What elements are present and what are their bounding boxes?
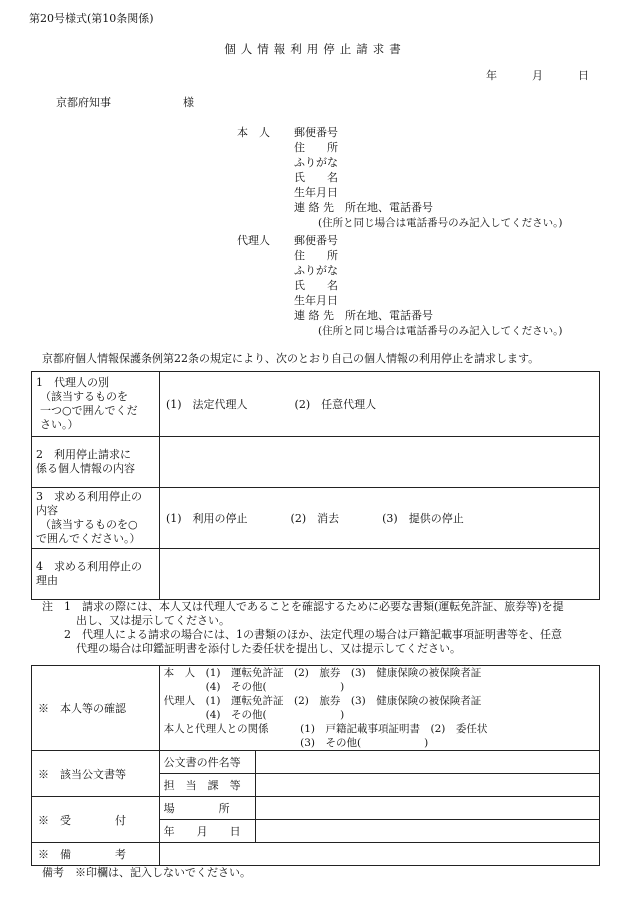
info-content-field[interactable] <box>159 437 599 488</box>
info-content-label <box>32 437 160 488</box>
principal-label: 本 人 <box>237 126 270 139</box>
footer-remark: 備考 ※印欄は、記入しないでください。 <box>42 866 251 879</box>
form-number: 第20号様式(第10条関係) <box>29 12 154 25</box>
dept-field[interactable] <box>255 774 599 797</box>
note-2-line-1: 2 代理人による請求の場合には、1の書類のほか、法定代理の場合は戸籍記載事項証明書等を、任意 <box>64 628 562 641</box>
label-line: さい。） <box>40 418 79 431</box>
note-1-line-2: 出し、又は提示してください。 <box>76 614 230 627</box>
agent-name[interactable]: 氏 名 <box>294 279 338 292</box>
label-line: 内容 <box>36 504 58 517</box>
principal-postal[interactable]: 郵便番号 <box>294 126 338 139</box>
label-line: （該当するものを <box>40 390 128 403</box>
agent-contact[interactable]: 連 絡 先 所在地、電話番号 <box>294 309 433 322</box>
agent-type-options <box>159 372 599 437</box>
label-line: 一つ○で囲んでくだ <box>40 404 138 417</box>
table-row <box>32 666 600 751</box>
receipt-label: ※ 受 付 <box>32 797 160 843</box>
reason-label <box>32 549 160 600</box>
agent-label: 代理人 <box>237 234 270 247</box>
confirm-line: 本 人 (1) 運転免許証 (2) 旅券 (3) 健康保険の被保険者証 <box>163 667 482 679</box>
label-line: 3 求める利用停止の <box>36 490 142 503</box>
confirm-line: 本人と代理人との関係 (1) 戸籍記載事項証明書 (2) 委任状 <box>163 723 488 735</box>
remarks-label: ※ 備 考 <box>32 843 160 866</box>
confirm-line: (3) その他( ) <box>163 737 429 749</box>
receipt-date-label: 年 月 日 <box>159 820 255 843</box>
reason-field[interactable] <box>159 549 599 600</box>
option-stop-use[interactable]: (1) 利用の停止 <box>165 512 248 525</box>
identity-confirm-details <box>159 666 599 751</box>
table-row <box>32 797 600 820</box>
date-year-label: 年 <box>486 69 497 82</box>
notes-lead: 注 <box>42 600 53 613</box>
label-line: （該当するものを○ <box>40 518 138 531</box>
doc-name-label: 公文書の件名等 <box>159 751 255 774</box>
requested-stop-label <box>32 488 160 549</box>
dept-label: 担 当 課 等 <box>159 774 255 797</box>
agent-contact-note: (住所と同じ場合は電話番号のみ記入してください。) <box>318 325 563 337</box>
note-1-line-1: 1 請求の際には、本人又は代理人であることを確認するために必要な書類(運転免許証、旅券等)を提 <box>64 600 564 613</box>
principal-birthdate[interactable]: 生年月日 <box>294 186 338 199</box>
principal-name[interactable]: 氏 名 <box>294 171 338 184</box>
related-docs-label: ※ 該当公文書等 <box>32 751 160 797</box>
table-row <box>32 372 600 437</box>
principal-furigana[interactable]: ふりがな <box>294 156 338 169</box>
confirm-line: 代理人 (1) 運転免許証 (2) 旅券 (3) 健康保険の被保険者証 <box>163 695 482 707</box>
office-use-table <box>31 665 600 866</box>
identity-confirm-label: ※ 本人等の確認 <box>32 666 160 751</box>
label-line: で囲んでください。） <box>36 532 141 545</box>
agent-furigana[interactable]: ふりがな <box>294 264 338 277</box>
agent-type-label <box>32 372 160 437</box>
label-line: 4 求める利用停止の <box>36 560 142 573</box>
addressee-honorific: 様 <box>183 96 194 109</box>
label-line: 理由 <box>36 574 58 587</box>
table-row <box>32 843 600 866</box>
date-day-label: 日 <box>578 69 589 82</box>
option-stop-provision[interactable]: (3) 提供の停止 <box>382 512 464 525</box>
place-field[interactable] <box>255 797 599 820</box>
table-row <box>32 488 600 549</box>
table-row <box>32 751 600 774</box>
table-row <box>32 437 600 488</box>
receipt-date-field[interactable] <box>255 820 599 843</box>
doc-name-field[interactable] <box>255 751 599 774</box>
requested-stop-options <box>159 488 599 549</box>
principal-contact-note: (住所と同じ場合は電話番号のみ記入してください。) <box>318 217 563 229</box>
request-table <box>31 371 600 600</box>
remarks-field[interactable] <box>159 843 599 866</box>
principal-address[interactable]: 住 所 <box>294 141 338 154</box>
page-title: 個人情報利用停止請求書 <box>224 42 406 56</box>
label-line: 2 利用停止請求に <box>36 448 131 461</box>
table-row <box>32 549 600 600</box>
note-2-line-2: 代理の場合は印鑑証明書を添付した委任状を提出し、又は提示してください。 <box>76 642 461 655</box>
option-erase[interactable]: (2) 消去 <box>290 512 340 525</box>
label-line: 1 代理人の別 <box>36 376 109 389</box>
label-line: 係る個人情報の内容 <box>36 462 135 475</box>
place-label: 場 所 <box>159 797 255 820</box>
option-legal-agent[interactable]: (1) 法定代理人 <box>165 398 248 411</box>
confirm-line: (4) その他( ) <box>163 681 345 693</box>
intro-statement: 京都府個人情報保護条例第22条の規定により、次のとおり自己の個人情報の利用停止を請求します。 <box>42 352 540 365</box>
addressee: 京都府知事 <box>56 96 111 109</box>
agent-address[interactable]: 住 所 <box>294 249 338 262</box>
principal-contact[interactable]: 連 絡 先 所在地、電話番号 <box>294 201 433 214</box>
agent-birthdate[interactable]: 生年月日 <box>294 294 338 307</box>
date-month-label: 月 <box>532 69 543 82</box>
agent-postal[interactable]: 郵便番号 <box>294 234 338 247</box>
confirm-line: (4) その他( ) <box>163 709 345 721</box>
option-voluntary-agent[interactable]: (2) 任意代理人 <box>294 398 377 411</box>
